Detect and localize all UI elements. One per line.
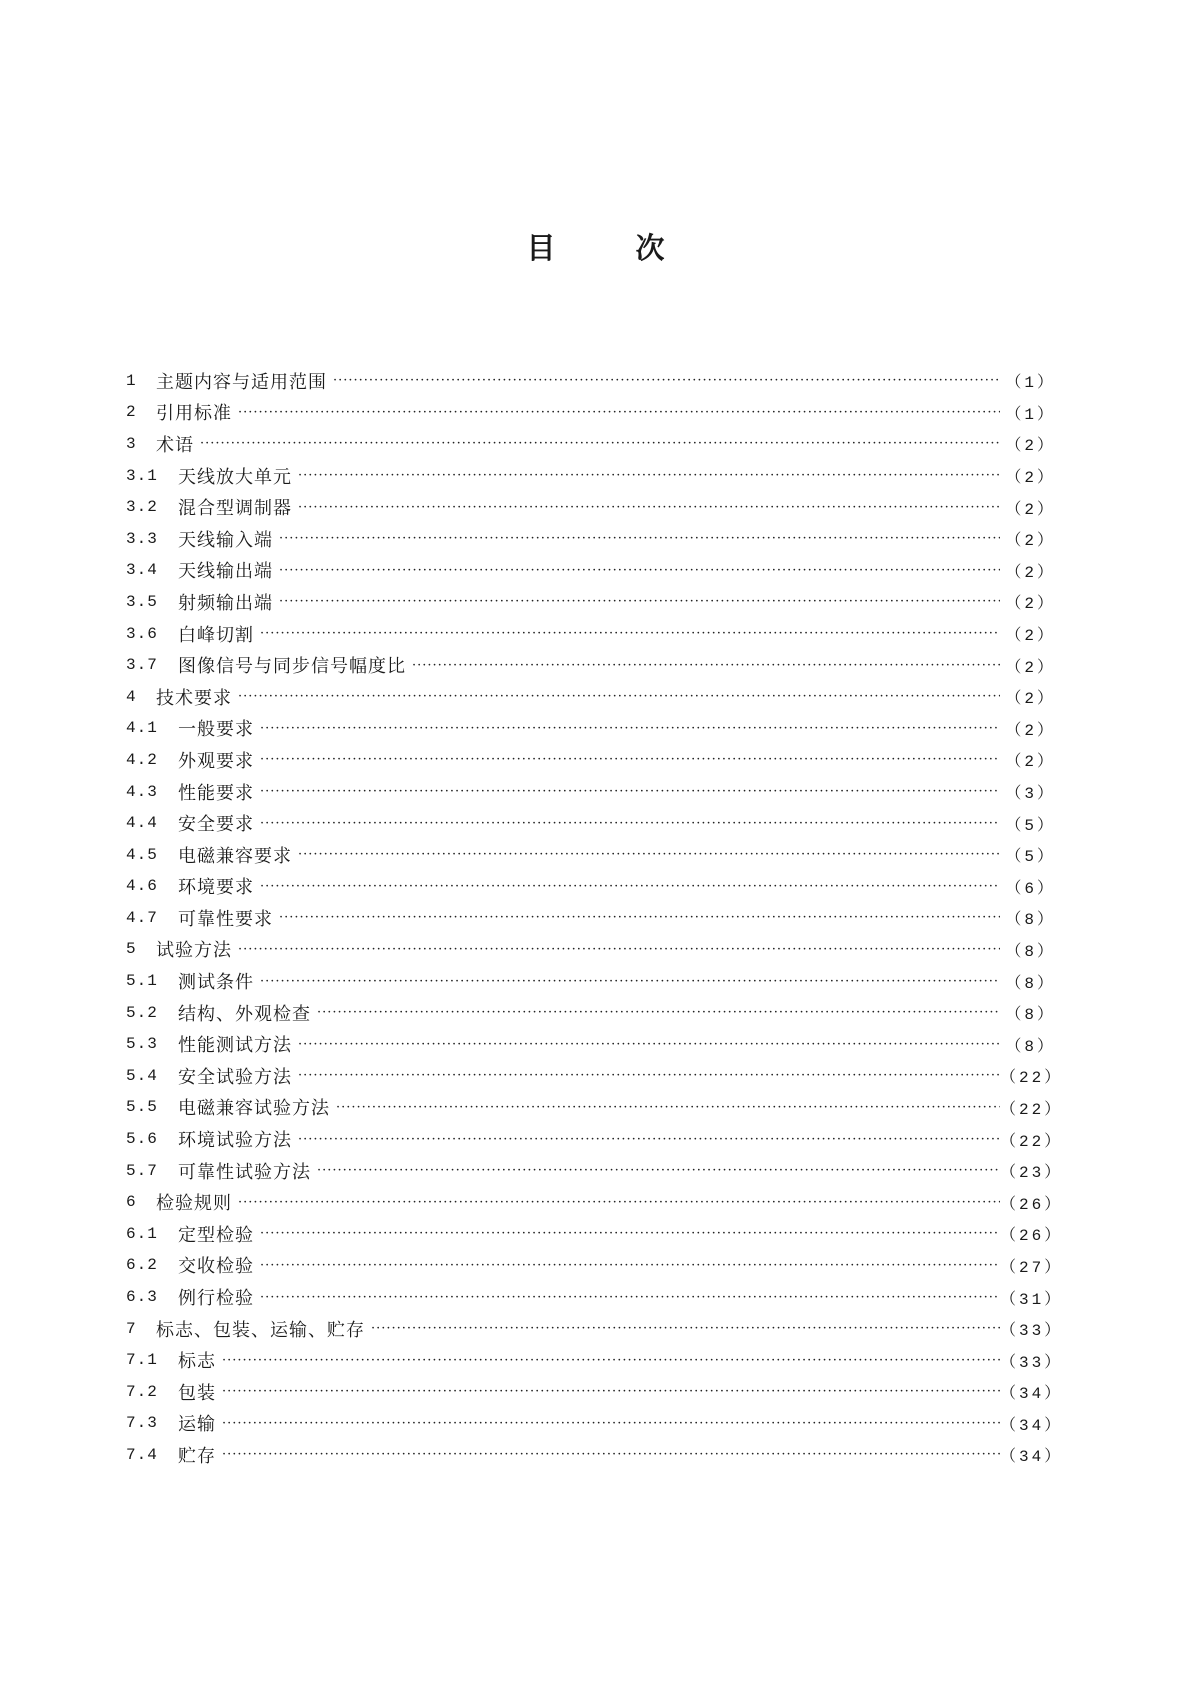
toc-entry-page: （2） [1005,753,1056,772]
toc-entry-label: 术语 [156,434,194,456]
toc-entry-label: 例行检验 [178,1288,254,1310]
toc-entry[interactable] [126,1123,1064,1155]
toc-entry[interactable] [126,1376,1064,1408]
dot-leader [279,594,1000,609]
toc-entry-number: 4.7 [126,908,158,927]
toc-entry[interactable] [126,1439,1064,1471]
toc-entry-number: 4.4 [126,814,158,833]
toc-entry-label: 图像信号与同步信号幅度比 [178,656,406,678]
toc-entry-page: （2） [1005,627,1056,646]
toc-entry[interactable] [126,776,1056,808]
dot-leader [260,1290,1000,1305]
toc-entry-number: 3.7 [126,656,158,675]
toc-entry-page: （5） [1005,816,1056,835]
toc-entry-page: （8） [1005,911,1056,930]
toc-entry-label: 试验方法 [156,940,232,962]
toc-entry[interactable] [126,1250,1064,1282]
dot-leader [333,373,1000,388]
dot-leader [371,1321,1000,1336]
toc-entry-number: 6.2 [126,1256,158,1275]
page-title [0,226,1191,267]
dot-leader [279,531,1000,546]
dot-leader [260,816,1000,831]
dot-leader [260,721,1000,736]
toc-entry-page: （33） [1000,1322,1064,1341]
dot-leader [222,1416,1000,1431]
toc-entry[interactable] [126,1313,1064,1345]
toc-entry-page: （2） [1005,437,1056,456]
toc-entry-label: 环境试验方法 [178,1130,292,1152]
toc-entry-page: （1） [1005,374,1056,393]
toc-entry-page: （2） [1005,658,1056,677]
toc-entry-label: 一般要求 [178,719,254,741]
toc-entry-page: （27） [1000,1258,1064,1277]
toc-entry-label: 安全要求 [178,814,254,836]
toc-entry[interactable] [126,744,1056,776]
toc-entry[interactable] [126,618,1056,650]
dot-leader [238,1195,1000,1210]
toc-entry-page: （33） [1000,1353,1064,1372]
toc-entry[interactable] [126,586,1056,618]
toc-entry-label: 可靠性要求 [178,908,273,930]
dot-leader [260,974,1000,989]
toc-entry-label: 环境要求 [178,877,254,899]
toc-entry-label: 测试条件 [178,972,254,994]
toc-entry-label: 检验规则 [156,1193,232,1215]
toc-entry[interactable] [126,1344,1064,1376]
toc-entry-page: （8） [1005,942,1056,961]
dot-leader [222,1384,1000,1399]
toc-entry[interactable] [126,397,1056,429]
toc-entry-label: 射频输出端 [178,592,273,614]
toc-entry-number: 3.5 [126,592,158,611]
dot-leader [260,1226,1000,1241]
toc-entry-number: 4.1 [126,719,158,738]
toc-entry-number: 7 [126,1319,137,1338]
toc-entry-number: 5.1 [126,972,158,991]
toc-entry-number: 5 [126,940,137,959]
toc-entry[interactable] [126,1281,1064,1313]
toc-entry[interactable] [126,965,1056,997]
toc-entry-label: 主题内容与适用范围 [156,371,327,393]
toc-entry-page: （34） [1000,1385,1064,1404]
dot-leader [298,500,1000,515]
toc-entry-number: 5.6 [126,1130,158,1149]
dot-leader [317,1163,1000,1178]
toc-entry[interactable] [126,713,1056,745]
dot-leader [298,1068,1000,1083]
toc-entry-number: 2 [126,403,137,422]
toc-entry[interactable] [126,460,1056,492]
toc-entry[interactable] [126,365,1056,397]
dot-leader [298,847,1000,862]
toc-entry-page: （8） [1005,1006,1056,1025]
table-of-contents [126,365,1064,1471]
dot-leader [238,689,1000,704]
toc-entry-number: 3.3 [126,529,158,548]
toc-entry-label: 外观要求 [178,750,254,772]
toc-entry-number: 6.3 [126,1288,158,1307]
toc-entry-page: （2） [1005,563,1056,582]
dot-leader [260,879,1000,894]
dot-leader [200,436,1000,451]
toc-entry-number: 3.1 [126,466,158,485]
toc-entry[interactable] [126,428,1056,460]
toc-entry-label: 结构、外观检查 [178,1003,311,1025]
toc-entry[interactable] [126,871,1056,903]
toc-entry[interactable] [126,934,1056,966]
toc-entry-number: 7.4 [126,1445,158,1464]
dot-leader [222,1447,1000,1462]
toc-entry-number: 1 [126,371,137,390]
toc-entry-label: 安全试验方法 [178,1066,292,1088]
toc-entry-label: 贮存 [178,1445,216,1467]
toc-entry-page: （22） [1000,1069,1064,1088]
toc-entry[interactable] [126,649,1056,681]
toc-entry[interactable] [126,1218,1064,1250]
toc-entry[interactable] [126,997,1056,1029]
dot-leader [279,910,1000,925]
toc-entry-label: 电磁兼容试验方法 [178,1098,330,1120]
toc-entry-page: （26） [1000,1195,1064,1214]
dot-leader [336,1100,1000,1115]
toc-entry[interactable] [126,839,1056,871]
toc-entry-number: 3.2 [126,498,158,517]
toc-entry-page: （5） [1005,848,1056,867]
toc-entry-label: 包装 [178,1382,216,1404]
toc-entry-page: （8） [1005,1037,1056,1056]
toc-entry[interactable] [126,1155,1064,1187]
toc-entry[interactable] [126,1408,1064,1440]
toc-entry-label: 引用标准 [156,403,232,425]
toc-entry-page: （2） [1005,469,1056,488]
dot-leader [317,1005,1000,1020]
toc-entry-label: 定型检验 [178,1224,254,1246]
toc-entry-label: 标志 [178,1351,216,1373]
toc-entry-label: 标志、包装、运输、贮存 [156,1319,365,1341]
toc-entry-number: 5.4 [126,1066,158,1085]
toc-entry-label: 交收检验 [178,1256,254,1278]
toc-entry-number: 3.4 [126,561,158,580]
dot-leader [298,468,1000,483]
toc-entry[interactable] [126,1186,1064,1218]
dot-leader [238,405,1000,420]
dot-leader [298,1037,1000,1052]
toc-entry-page: （6） [1005,879,1056,898]
toc-entry[interactable] [126,523,1056,555]
toc-entry-page: （2） [1005,595,1056,614]
toc-entry-page: （1） [1005,405,1056,424]
toc-entry-page: （8） [1005,974,1056,993]
dot-leader [298,1132,1000,1147]
toc-entry[interactable] [126,491,1056,523]
dot-leader [260,784,1000,799]
dot-leader [260,626,1000,641]
toc-entry-page: （22） [1000,1132,1064,1151]
toc-entry-number: 7.2 [126,1382,158,1401]
toc-entry-page: （2） [1005,500,1056,519]
toc-entry-page: （2） [1005,721,1056,740]
toc-entry[interactable] [126,555,1056,587]
toc-entry-number: 4 [126,687,137,706]
toc-entry-label: 天线放大单元 [178,466,292,488]
dot-leader [238,942,1000,957]
toc-entry-label: 天线输入端 [178,529,273,551]
toc-entry-page: （34） [1000,1448,1064,1467]
toc-entry-page: （31） [1000,1290,1064,1309]
toc-entry[interactable] [126,1092,1064,1124]
toc-entry-number: 3 [126,434,137,453]
toc-entry-page: （3） [1005,785,1056,804]
toc-entry-number: 7.3 [126,1414,158,1433]
toc-entry-number: 6.1 [126,1224,158,1243]
dot-leader [260,752,1000,767]
toc-entry-number: 4.3 [126,782,158,801]
toc-entry-label: 性能测试方法 [178,1035,292,1057]
toc-entry-label: 性能要求 [178,782,254,804]
title-char-1: 目 [526,231,556,265]
toc-entry-page: （23） [1000,1164,1064,1183]
toc-entry-number: 7.1 [126,1351,158,1370]
toc-entry-label: 可靠性试验方法 [178,1161,311,1183]
toc-entry-label: 运输 [178,1414,216,1436]
toc-entry-label: 混合型调制器 [178,498,292,520]
toc-entry[interactable] [126,681,1056,713]
toc-entry-page: （2） [1005,690,1056,709]
toc-entry-number: 5.3 [126,1035,158,1054]
dot-leader [279,563,1000,578]
dot-leader [260,1258,1000,1273]
toc-entry-label: 技术要求 [156,687,232,709]
toc-entry[interactable] [126,807,1056,839]
toc-entry-number: 5.5 [126,1098,158,1117]
toc-entry-page: （26） [1000,1227,1064,1246]
dot-leader [222,1353,1000,1368]
toc-entry[interactable] [126,1060,1064,1092]
toc-entry-number: 3.6 [126,624,158,643]
toc-entry-number: 4.6 [126,877,158,896]
toc-entry-label: 白峰切割 [178,624,254,646]
toc-entry-page: （2） [1005,532,1056,551]
toc-entry-label: 电磁兼容要求 [178,845,292,867]
dot-leader [412,658,1000,673]
toc-entry[interactable] [126,902,1056,934]
toc-entry-number: 4.5 [126,845,158,864]
toc-entry-page: （22） [1000,1100,1064,1119]
toc-entry-page: （34） [1000,1416,1064,1435]
toc-entry-number: 5.2 [126,1003,158,1022]
toc-entry-number: 6 [126,1193,137,1212]
title-char-2: 次 [635,231,665,265]
toc-entry-number: 4.2 [126,750,158,769]
toc-entry[interactable] [126,1028,1056,1060]
toc-entry-label: 天线输出端 [178,561,273,583]
toc-entry-number: 5.7 [126,1161,158,1180]
